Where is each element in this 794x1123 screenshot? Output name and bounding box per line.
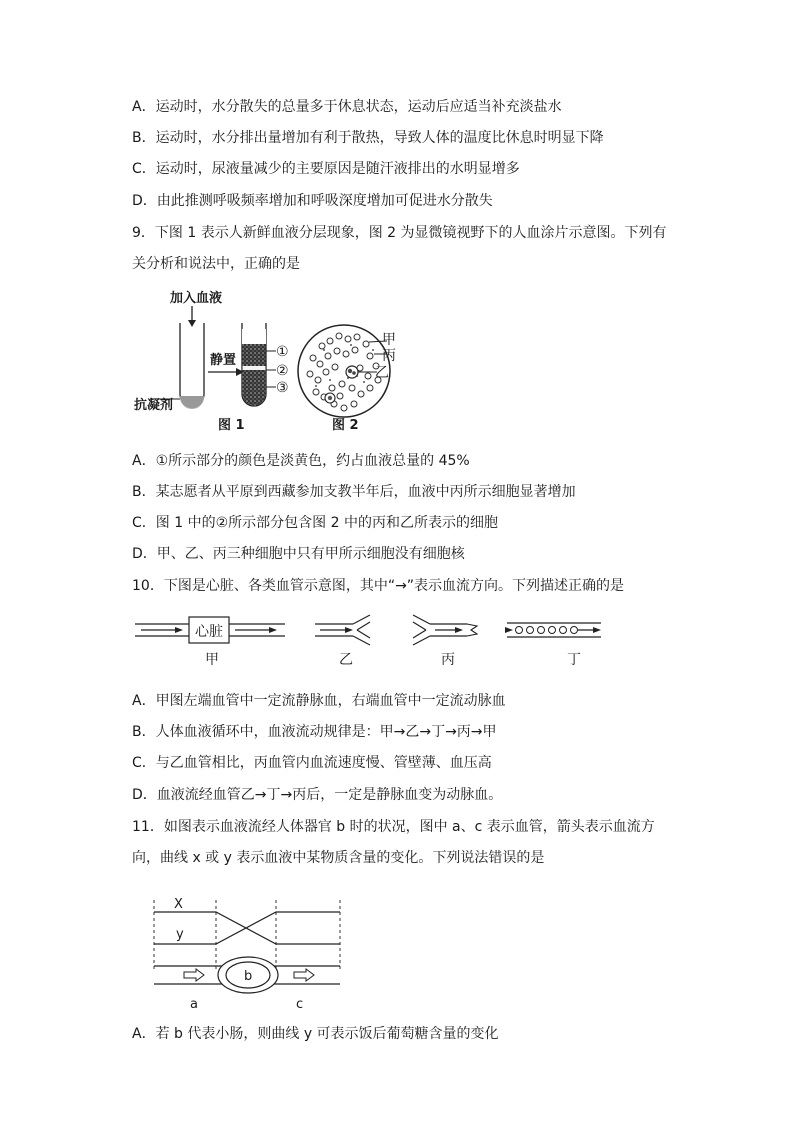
artery-diagram (315, 615, 370, 668)
label-b: b (244, 969, 253, 984)
q11-stem-line1: 11．如图表示血液流经人体器官 b 时的状况，图中 a、c 表示血管，箭头表示血流方 (132, 819, 655, 835)
q10-option-c: C．与乙血管相比，丙血管内血流速度慢、管壁薄、血压高 (132, 755, 492, 771)
label-layer-3: ③ (276, 380, 289, 396)
label-a: a (190, 997, 198, 1012)
label-bing: 丙 (382, 348, 396, 364)
label-jia: 甲 (382, 332, 396, 348)
q8-option-c: C．运动时，尿液量减少的主要原因是随汗液排出的水明显增多 (132, 161, 520, 177)
vein-diagram (413, 615, 477, 668)
label-y: y (176, 927, 184, 942)
q9-option-b: B．某志愿者从平原到西藏参加支教半年后，血液中丙所示细胞显著增加 (132, 484, 576, 500)
q10-option-a: A．甲图左端血管中一定流静脉血，右端血管中一定流动脉血 (132, 693, 506, 709)
q9-stem-line2: 关分析和说法中，正确的是 (132, 256, 300, 272)
heart-diagram (135, 617, 285, 668)
q9-option-a: A．①所示部分的颜色是淡黄色，约占血液总量的 45% (132, 453, 470, 469)
label-yi: 乙 (375, 365, 389, 381)
label-add-blood: 加入血液 (170, 291, 223, 306)
label-x: X (174, 897, 183, 912)
label-settle: 静置 (210, 353, 237, 368)
q9-option-c: C．图 1 中的②所示部分包含图 2 中的丙和乙所表示的细胞 (132, 515, 498, 531)
label-layer-1: ① (276, 344, 289, 360)
test-tube-1 (180, 323, 204, 406)
q10-stem: 10．下图是心脏、各类血管示意图，其中“→”表示血流方向。下列描述正确的是 (132, 578, 625, 594)
q9-stem-line1: 9．下图 1 表示人新鲜血液分层现象，图 2 为显微镜视野下的人血涂片示意图。下列有 (132, 225, 667, 241)
q10-option-b: B．人体血液循环中，血液流动规律是：甲→乙→丁→丙→甲 (132, 724, 497, 740)
q9-figure (130, 284, 396, 434)
label-ding-vessel: 丁 (567, 652, 581, 668)
q10-option-d: D．血液流经血管乙→丁→丙后，一定是静脉血变为动脉血。 (132, 787, 503, 803)
q11-stem-line2: 向，曲线 x 或 y 表示血液中某物质含量的变化。下列说法错误的是 (132, 850, 545, 866)
label-heart: 心脏 (195, 624, 223, 640)
label-anticoagulant: 抗凝剂 (134, 398, 174, 413)
fig1-caption: 图 1 (218, 418, 245, 433)
capillary-diagram (505, 623, 601, 668)
q10-figure (135, 612, 615, 672)
q8-option-b: B．运动时，水分排出量增加有利于散热，导致人体的温度比休息时明显下降 (132, 130, 604, 146)
q8-option-d: D．由此推测呼吸频率增加和呼吸深度增加可促进水分散失 (132, 193, 493, 209)
label-layer-2: ② (276, 363, 289, 379)
label-yi-vessel: 乙 (339, 652, 353, 668)
label-bing-vessel: 丙 (441, 652, 455, 668)
q9-option-d: D．甲、乙、丙三种细胞中只有甲所示细胞没有细胞核 (132, 546, 465, 562)
label-jia-vessel: 甲 (205, 652, 219, 668)
q11-figure (148, 892, 358, 1017)
label-c: c (296, 997, 304, 1012)
q8-option-a: A．运动时，水分散失的总量多于休息状态，运动后应适当补充淡盐水 (132, 99, 562, 115)
q11-option-a: A．若 b 代表小肠，则曲线 y 可表示饭后葡萄糖含量的变化 (132, 1026, 499, 1042)
fig2-caption: 图 2 (332, 418, 359, 433)
